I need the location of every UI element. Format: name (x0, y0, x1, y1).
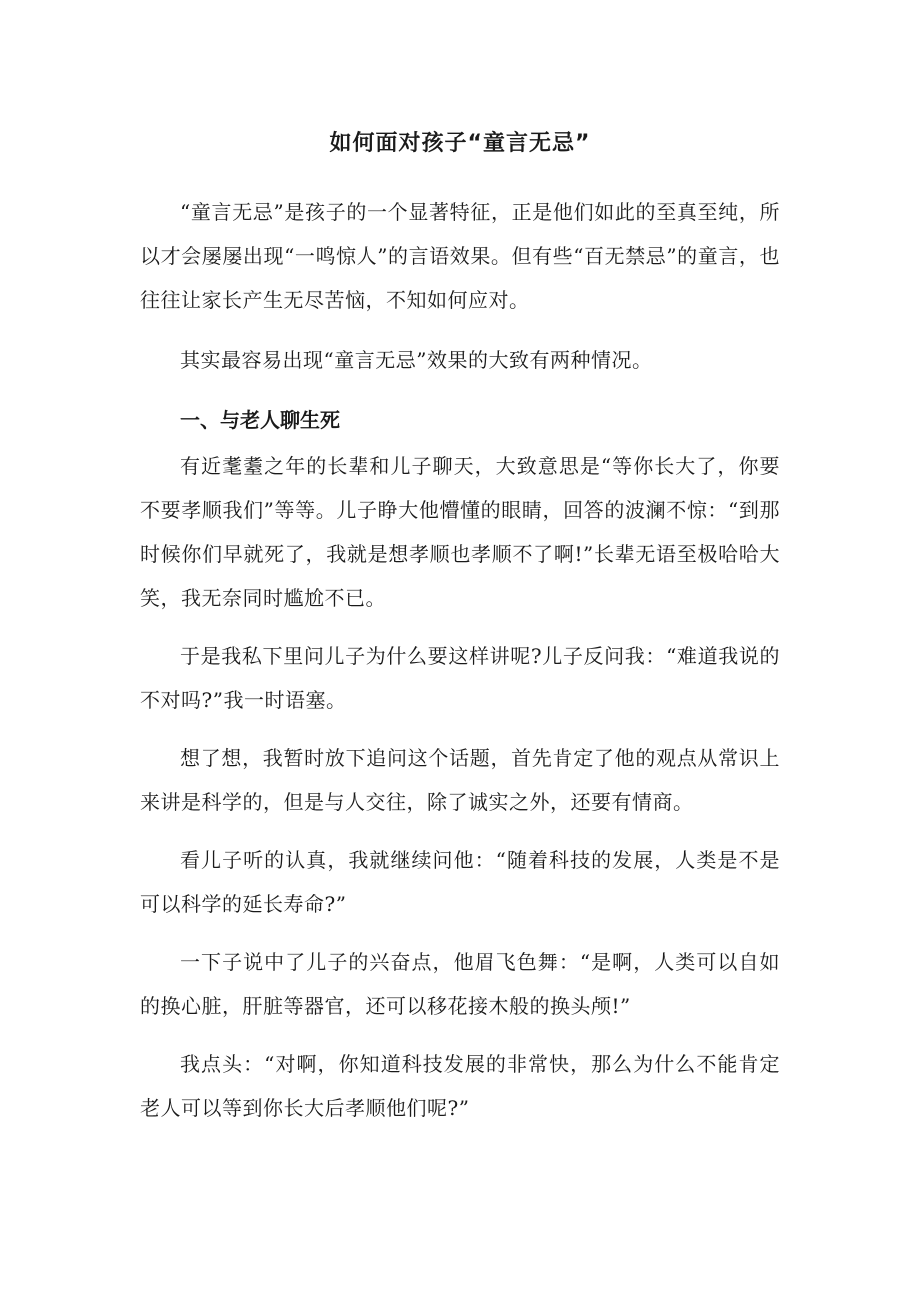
paragraph-private-question: 于是我私下里问儿子为什么要这样讲呢?儿子反问我：“难道我说的不对吗?”我一时语塞。 (140, 644, 780, 712)
paragraph-parent-reply: 我点头：“对啊，你知道科技发展的非常快，那么为什么不能肯定老人可以等到你长大后孝顺他们呢?” (140, 1052, 780, 1120)
section-heading: 一、与老人聊生死 (180, 408, 340, 432)
document-body (140, 190, 780, 1144)
document-title: 如何面对孩子“童言无忌” (329, 131, 591, 156)
paragraph-reflection: 想了想，我暂时放下追问这个话题，首先肯定了他的观点从常识上来讲是科学的，但是与人交往，除了诚实之外，还要有情商。 (140, 746, 780, 814)
paragraph-summary: 其实最容易出现“童言无忌”效果的大致有两种情况。 (180, 348, 653, 372)
paragraph-elder-chat: 有近耄耋之年的长辈和儿子聊天，大致意思是“等你长大了，你要不要孝顺我们”等等。儿子睁大他懵懂的眼睛，回答的波澜不惊：“到那时候你们早就死了，我就是想孝顺也孝顺不了啊!”长辈无语至极哈哈大笑，我无奈同时尴尬不已。 (140, 454, 780, 610)
paragraph-intro: “童言无忌”是孩子的一个显著特征，正是他们如此的至真至纯，所以才会屡屡出现“一鸣惊人”的言语效果。但有些“百无禁忌”的童言，也往往让家长产生无尽苦恼，不知如何应对。 (140, 200, 780, 312)
paragraph-science-question: 看儿子听的认真，我就继续问他：“随着科技的发展，人类是不是可以科学的延长寿命?” (140, 848, 780, 916)
paragraph-child-excited: 一下子说中了儿子的兴奋点，他眉飞色舞：“是啊，人类可以自如的换心脏，肝脏等器官，还可以移花接木般的换头颅!” (140, 950, 780, 1018)
